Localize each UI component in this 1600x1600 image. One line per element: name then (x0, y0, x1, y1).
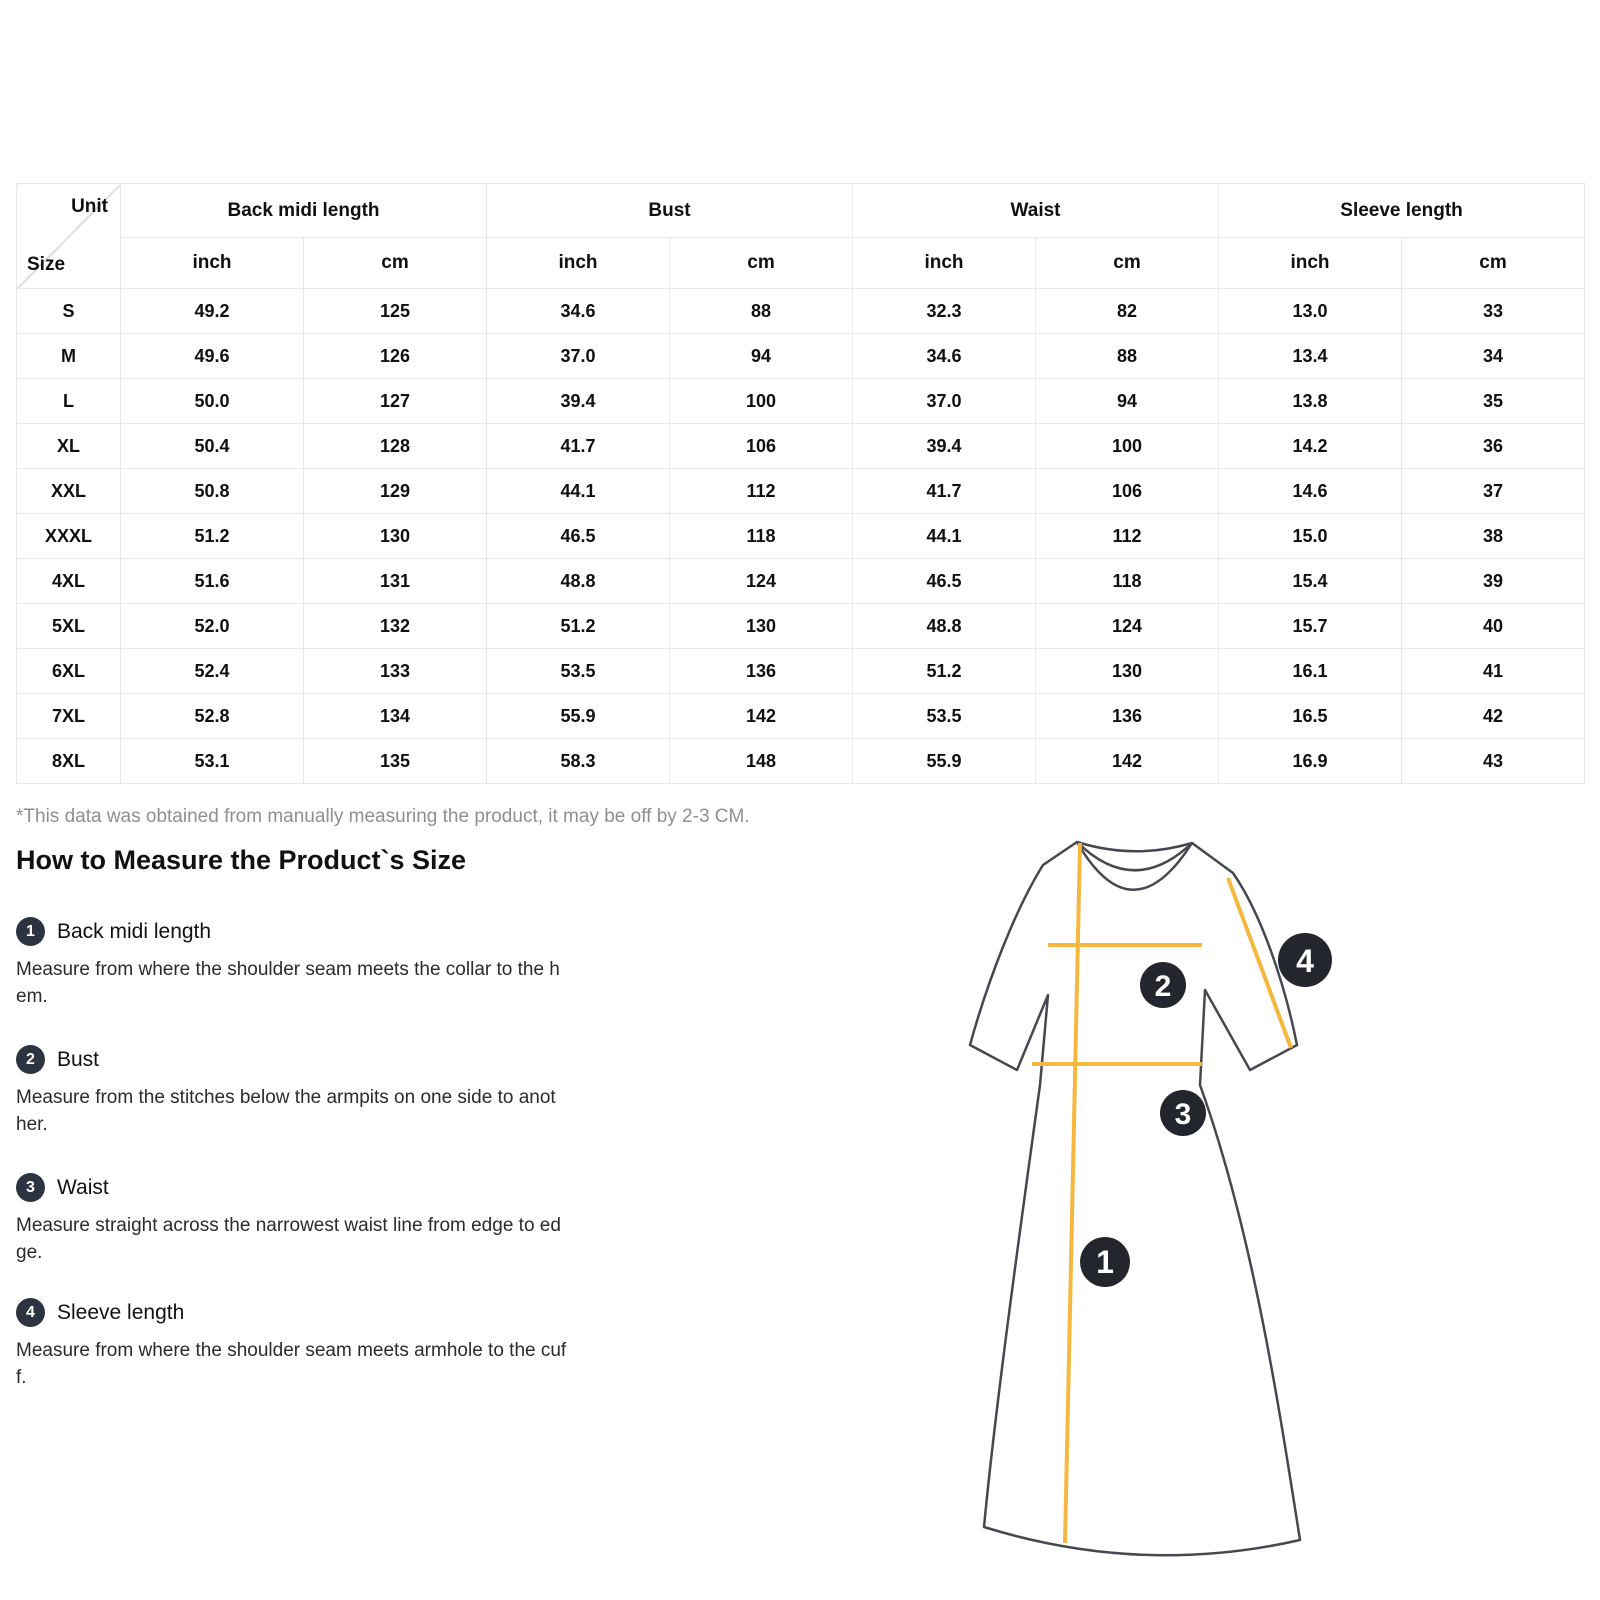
marker-back-length (1080, 1237, 1130, 1287)
corner-cell (17, 184, 121, 289)
item-description-line: em. (16, 986, 48, 1007)
measurement-cell: 43 (1402, 739, 1585, 784)
measurement-cell: 88 (1036, 334, 1219, 379)
column-group-header: Sleeve length (1219, 184, 1585, 238)
measurement-cell: 112 (670, 469, 853, 514)
size-row (17, 514, 1585, 559)
measurement-cell: 15.0 (1219, 514, 1402, 559)
measurement-cell: 94 (670, 334, 853, 379)
measurement-cell: 51.6 (121, 559, 304, 604)
dress-outline (970, 842, 1300, 1555)
item-number-badge: 4 (16, 1298, 45, 1327)
measurement-cell: 38 (1402, 514, 1585, 559)
measurement-cell: 58.3 (487, 739, 670, 784)
measurement-cell: 55.9 (487, 694, 670, 739)
measurement-cell: 130 (670, 604, 853, 649)
measurement-cell: 126 (304, 334, 487, 379)
size-row (17, 424, 1585, 469)
size-row (17, 739, 1585, 784)
measurement-cell: 129 (304, 469, 487, 514)
measurement-cell: 148 (670, 739, 853, 784)
measurement-cell: 32.3 (853, 289, 1036, 334)
size-row (17, 649, 1585, 694)
size-cell: 7XL (17, 694, 121, 739)
size-cell: M (17, 334, 121, 379)
measurement-cell: 39.4 (487, 379, 670, 424)
unit-header: inch (121, 238, 304, 289)
item-number-badge: 1 (16, 917, 45, 946)
unit-header: inch (853, 238, 1036, 289)
measurement-cell: 135 (304, 739, 487, 784)
size-cell: L (17, 379, 121, 424)
dress-diagram (880, 800, 1440, 1560)
item-number-badge: 3 (16, 1173, 45, 1202)
marker-number: 1 (1096, 1244, 1114, 1280)
measurement-cell: 41 (1402, 649, 1585, 694)
measurement-cell: 55.9 (853, 739, 1036, 784)
measurement-cell: 134 (304, 694, 487, 739)
measurement-cell: 106 (1036, 469, 1219, 514)
size-row (17, 379, 1585, 424)
measurement-cell: 118 (670, 514, 853, 559)
marker-waist (1160, 1090, 1206, 1136)
measurement-cell: 40 (1402, 604, 1585, 649)
unit-header: inch (1219, 238, 1402, 289)
measurement-cell: 15.4 (1219, 559, 1402, 604)
item-description-line: Measure straight across the narrowest waist line from edge to ed (16, 1215, 561, 1236)
measurement-cell: 13.0 (1219, 289, 1402, 334)
size-row (17, 289, 1585, 334)
size-cell: S (17, 289, 121, 334)
measurement-cell: 118 (1036, 559, 1219, 604)
measurement-cell: 53.1 (121, 739, 304, 784)
size-cell: 8XL (17, 739, 121, 784)
item-description-line: Measure from where the shoulder seam meets armhole to the cuf (16, 1340, 567, 1361)
measurement-cell: 53.5 (487, 649, 670, 694)
measurement-cell: 127 (304, 379, 487, 424)
measurement-cell: 15.7 (1219, 604, 1402, 649)
measurement-cell: 52.8 (121, 694, 304, 739)
marker-bust (1140, 962, 1186, 1008)
measurement-cell: 46.5 (853, 559, 1036, 604)
measurement-cell: 13.4 (1219, 334, 1402, 379)
unit-header: cm (304, 238, 487, 289)
measurement-cell: 39 (1402, 559, 1585, 604)
measurement-cell: 128 (304, 424, 487, 469)
measurement-cell: 44.1 (853, 514, 1036, 559)
item-label: Sleeve length (57, 1301, 185, 1324)
measurement-cell: 100 (670, 379, 853, 424)
measurement-cell: 34.6 (487, 289, 670, 334)
measurement-cell: 125 (304, 289, 487, 334)
size-chart-table (16, 183, 1585, 784)
measurement-cell: 112 (1036, 514, 1219, 559)
measurement-cell: 52.4 (121, 649, 304, 694)
measurement-cell: 50.4 (121, 424, 304, 469)
size-cell: 6XL (17, 649, 121, 694)
column-group-header: Back midi length (121, 184, 487, 238)
measurement-cell: 106 (670, 424, 853, 469)
measure-item (16, 917, 656, 1017)
measurement-cell: 35 (1402, 379, 1585, 424)
size-cell: 5XL (17, 604, 121, 649)
item-description-line: her. (16, 1114, 48, 1135)
measurement-cell: 100 (1036, 424, 1219, 469)
item-description-line: Measure from where the shoulder seam meets the collar to the h (16, 959, 560, 980)
column-group-header: Bust (487, 184, 853, 238)
measurement-cell: 34.6 (853, 334, 1036, 379)
measurement-cell: 142 (670, 694, 853, 739)
measurement-cell: 13.8 (1219, 379, 1402, 424)
how-to-measure-title: How to Measure the Product`s Size (16, 845, 467, 875)
unit-header: cm (670, 238, 853, 289)
marker-number: 3 (1174, 1098, 1192, 1131)
measurement-cell: 37.0 (853, 379, 1036, 424)
measurement-cell: 132 (304, 604, 487, 649)
measurement-cell: 37.0 (487, 334, 670, 379)
marker-number: 4 (1296, 943, 1314, 979)
size-cell: 4XL (17, 559, 121, 604)
unit-header: cm (1036, 238, 1219, 289)
item-label: Back midi length (57, 920, 212, 943)
column-group-header: Waist (853, 184, 1219, 238)
measurement-cell: 130 (1036, 649, 1219, 694)
item-label: Waist (57, 1176, 109, 1199)
measurement-cell: 42 (1402, 694, 1585, 739)
measurement-note: *This data was obtained from manually measuring the product, it may be off by 2-3 CM. (16, 806, 750, 827)
measurement-cell: 48.8 (487, 559, 670, 604)
measurement-cell: 44.1 (487, 469, 670, 514)
measurement-cell: 124 (670, 559, 853, 604)
size-cell: XXL (17, 469, 121, 514)
marker-number: 2 (1154, 970, 1172, 1003)
measure-item (16, 1173, 656, 1273)
measurement-cell: 51.2 (853, 649, 1036, 694)
measurement-cell: 41.7 (487, 424, 670, 469)
measurement-cell: 133 (304, 649, 487, 694)
measurement-cell: 33 (1402, 289, 1585, 334)
measurement-cell: 136 (670, 649, 853, 694)
measurement-cell: 49.2 (121, 289, 304, 334)
item-description-line: Measure from the stitches below the armpits on one side to anot (16, 1087, 556, 1108)
size-cell: XXXL (17, 514, 121, 559)
measurement-cell: 50.0 (121, 379, 304, 424)
size-row (17, 469, 1585, 514)
measurement-cell: 39.4 (853, 424, 1036, 469)
item-description-line: ge. (16, 1242, 43, 1263)
unit-label: Unit (71, 196, 108, 217)
size-cell: XL (17, 424, 121, 469)
marker-sleeve (1278, 933, 1332, 987)
measurement-cell: 34 (1402, 334, 1585, 379)
size-row (17, 694, 1585, 739)
measurement-cell: 53.5 (853, 694, 1036, 739)
size-row (17, 559, 1585, 604)
item-label: Bust (57, 1048, 100, 1071)
measurement-cell: 88 (670, 289, 853, 334)
measurement-cell: 16.9 (1219, 739, 1402, 784)
measurement-cell: 94 (1036, 379, 1219, 424)
measurement-cell: 16.5 (1219, 694, 1402, 739)
measurement-cell: 16.1 (1219, 649, 1402, 694)
size-row (17, 334, 1585, 379)
measurement-cell: 51.2 (487, 604, 670, 649)
measurement-cell: 52.0 (121, 604, 304, 649)
measurement-cell: 41.7 (853, 469, 1036, 514)
measurement-cell: 136 (1036, 694, 1219, 739)
unit-header: cm (1402, 238, 1585, 289)
measure-item (16, 1045, 656, 1145)
measurement-cell: 82 (1036, 289, 1219, 334)
measure-item (16, 1298, 656, 1398)
measurement-cell: 46.5 (487, 514, 670, 559)
measurement-cell: 130 (304, 514, 487, 559)
measurement-cell: 51.2 (121, 514, 304, 559)
measurement-cell: 131 (304, 559, 487, 604)
size-row (17, 604, 1585, 649)
measurement-cell: 14.6 (1219, 469, 1402, 514)
measurement-cell: 124 (1036, 604, 1219, 649)
measurement-cell: 36 (1402, 424, 1585, 469)
unit-header: inch (487, 238, 670, 289)
measurement-cell: 37 (1402, 469, 1585, 514)
item-description-line: f. (16, 1367, 27, 1388)
size-label: Size (27, 254, 66, 275)
measurement-cell: 14.2 (1219, 424, 1402, 469)
measurement-cell: 142 (1036, 739, 1219, 784)
item-number-badge: 2 (16, 1045, 45, 1074)
measurement-cell: 50.8 (121, 469, 304, 514)
measurement-cell: 48.8 (853, 604, 1036, 649)
measurement-cell: 49.6 (121, 334, 304, 379)
